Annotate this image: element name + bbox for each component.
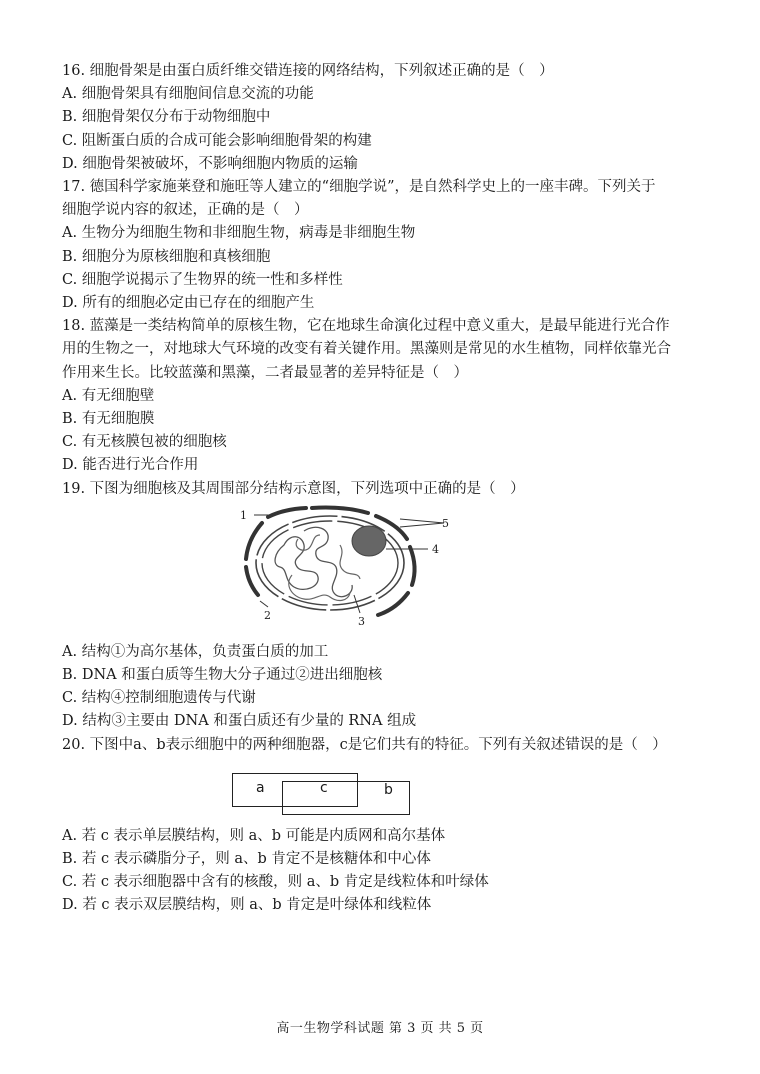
option-c: C. 有无核膜包被的细胞核 [62,434,227,451]
figure-label-5: 5 [442,516,449,530]
er-segment [312,507,368,512]
question-stem-line2: 用的生物之一，对地球大气环境的改变有着关键作用。黑藻则是常见的水生植物，同样依靠光合 [62,341,671,358]
question-18 [62,315,712,477]
option-a: A. 若 c 表示单层膜结构，则 a、b 可能是内质网和高尔基体 [62,827,446,844]
er-segment [268,508,306,517]
question-stem-line1: 17. 德国科学家施莱登和施旺等人建立的“细胞学说”，是自然科学史上的一座丰碑。下列关于 [62,179,656,196]
question-stem: 19. 下图为细胞核及其周围部分结构示意图，下列选项中正确的是（ ） [62,480,525,497]
option-d: D. 结构③主要由 DNA 和蛋白质还有少量的 RNA 组成 [62,713,417,730]
option-b: B. 有无细胞膜 [62,411,155,428]
question-stem-line1: 18. 蓝藻是一类结构简单的原核生物，它在地球生命演化过程中意义重大，是最早能进行光合作 [62,318,670,335]
option-d: D. 若 c 表示双层膜结构，则 a、b 肯定是叶绿体和线粒体 [62,897,432,914]
figure-label-3: 3 [358,614,365,628]
option-d: D. 细胞骨架被破坏，不影响细胞内物质的运输 [62,155,358,172]
option-c: C. 阻断蛋白质的合成可能会影响细胞骨架的构建 [62,132,372,149]
venn-label-c: c [320,779,328,796]
nucleus-diagram-svg [232,505,452,633]
option-b: B. 若 c 表示磷脂分子，则 a、b 肯定不是核糖体和中心体 [62,851,431,868]
page-footer: 高一生物学科试题 第 3 页 共 5 页 [276,1021,484,1036]
venn-label-a: a [256,779,265,796]
leader-line-5a [400,519,444,523]
option-a: A. 生物分为细胞生物和非细胞生物，病毒是非细胞生物 [62,225,416,242]
venn-boxes-diagram [62,763,712,823]
figure-label-2: 2 [264,608,271,622]
exam-page [62,60,712,918]
option-b: B. 细胞骨架仅分布于动物细胞中 [62,109,271,126]
question-stem: 16. 细胞骨架是由蛋白质纤维交错连接的网络结构，下列叙述正确的是（ ） [62,63,554,79]
leader-line-3 [354,595,360,613]
option-c: C. 结构④控制细胞遗传与代谢 [62,690,256,707]
figure-label-4: 4 [432,542,439,556]
er-segment [246,523,262,559]
question-stem-line2: 细胞学说内容的叙述，正确的是（ ） [62,202,309,219]
question-17 [62,176,712,315]
option-a: A. 结构①为高尔基体，负责蛋白质的加工 [62,643,329,660]
option-b: B. 细胞分为原核细胞和真核细胞 [62,248,271,265]
option-a: A. 有无细胞壁 [62,387,155,404]
leader-line-5b [400,523,444,527]
leader-line-2 [260,601,268,607]
option-c: C. 若 c 表示细胞器中含有的核酸，则 a、b 肯定是线粒体和叶绿体 [62,874,489,891]
question-16 [62,60,712,176]
option-d: D. 能否进行光合作用 [62,457,199,474]
option-b: B. DNA 和蛋白质等生物大分子通过②进出细胞核 [62,667,383,684]
question-20 [62,734,712,918]
question-stem: 20. 下图中a、b表示细胞中的两种细胞器，c是它们共有的特征。下列有关叙述错误的是（ ） [62,736,667,753]
nucleolus [352,526,386,556]
question-19 [62,478,712,734]
er-segment [410,547,415,585]
option-c: C. 细胞学说揭示了生物界的统一性和多样性 [62,271,343,288]
question-stem-line3: 作用来生长。比较蓝藻和黑藻，二者最显著的差异特征是（ ） [62,364,468,381]
nucleus-diagram [62,505,712,633]
chromatin [304,527,352,596]
option-a: A. 细胞骨架具有细胞间信息交流的功能 [62,86,314,103]
figure-label-1: 1 [240,508,247,522]
venn-label-b: b [384,781,393,798]
option-d: D. 所有的细胞必定由已存在的细胞产生 [62,295,315,312]
